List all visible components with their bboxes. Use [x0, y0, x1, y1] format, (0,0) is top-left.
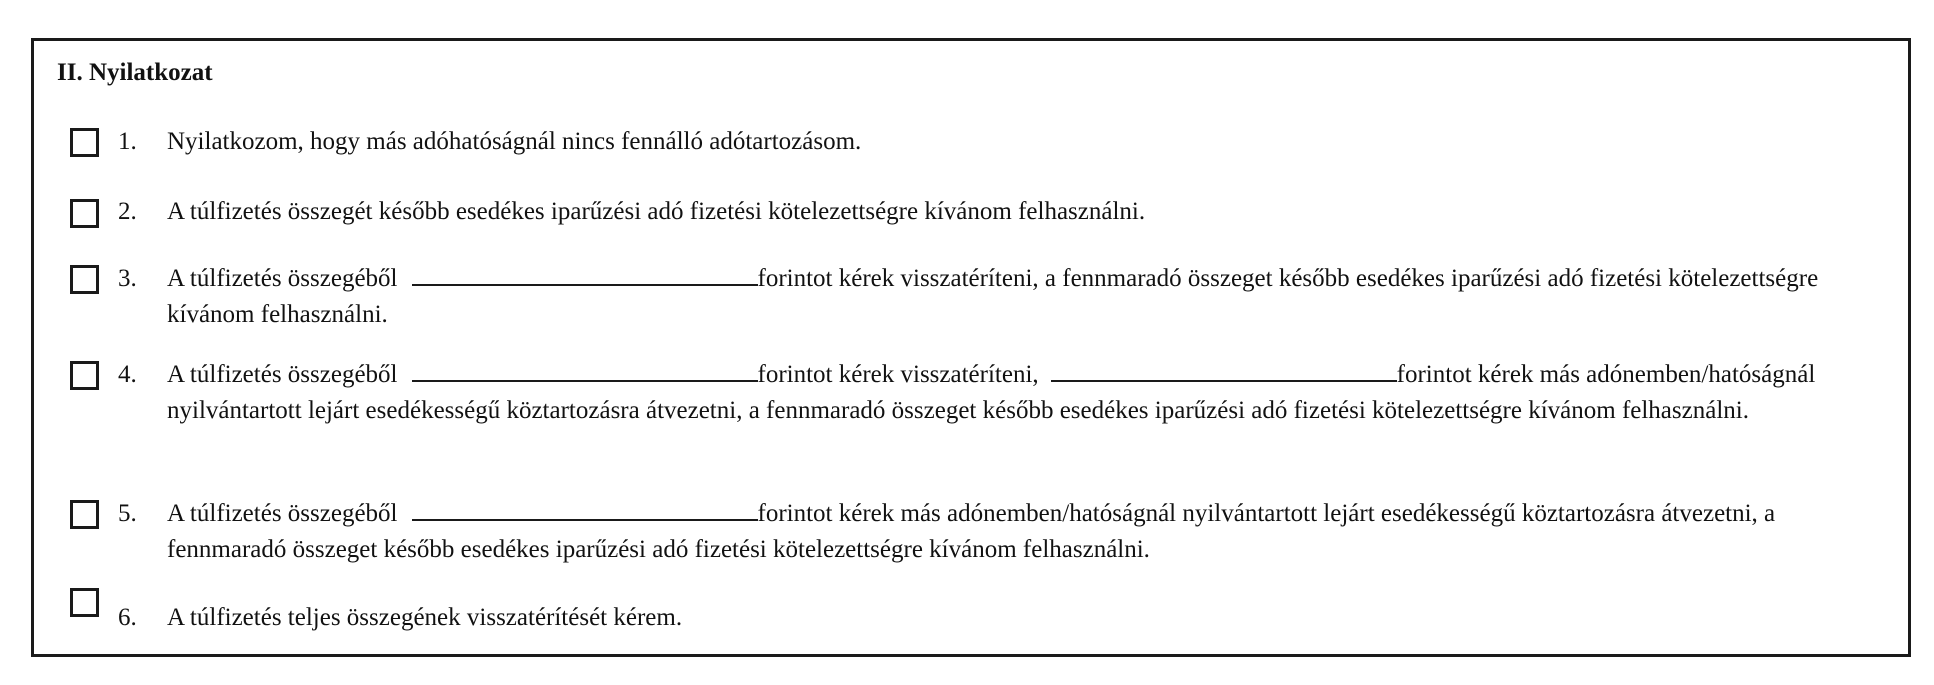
item-text: A túlfizetés összegét később esedékes iparűzési adó fizetési kötelezettségre kívánom felhasználni.: [167, 198, 1146, 225]
item-text-part: A túlfizetés összegéből: [167, 500, 398, 527]
checkbox-item-6[interactable]: [70, 588, 99, 617]
checkbox-item-5[interactable]: [70, 500, 99, 529]
item-text-part: forintot kérek más adónemben/hatóságnál nyilvántartott lejárt esedékességű köztartozásra átvezetni, a fennmaradó összeget később esedékes iparűzési adó fizetési kötelezettségre kívánom felhasználni.: [167, 361, 1816, 424]
item-text-part: A túlfizetés összegéből: [167, 361, 398, 388]
amount-blank[interactable]: [412, 358, 758, 382]
item-number: 2.: [118, 198, 137, 225]
checkbox-item-1[interactable]: [70, 128, 99, 157]
item-number: 4.: [118, 361, 137, 388]
item-number: 6.: [118, 604, 137, 631]
amount-blank[interactable]: [412, 262, 758, 286]
item-number: 1.: [118, 128, 137, 155]
section-title: II. Nyilatkozat: [57, 59, 213, 86]
item-text: [167, 261, 1887, 333]
item-text-part: forintot kérek visszatéríteni,: [757, 361, 1039, 388]
checkbox-item-3[interactable]: [70, 265, 99, 294]
item-text: A túlfizetés teljes összegének visszatérítését kérem.: [167, 604, 683, 631]
item-text-part: forintot kérek más adónemben/hatóságnál nyilvántartott lejárt esedékességű köztartozásra átvezetni, a fennmaradó összeget később esedékes iparűzési adó fizetési kötelezettségre kívánom felhasználni.: [167, 500, 1776, 563]
item-number: 5.: [118, 500, 137, 527]
checkbox-item-4[interactable]: [70, 361, 99, 390]
checkbox-item-2[interactable]: [70, 199, 99, 228]
item-text: [167, 357, 1887, 429]
item-text-part: A túlfizetés összegéből: [167, 265, 398, 292]
item-text: [167, 496, 1887, 568]
amount-blank[interactable]: [1051, 358, 1397, 382]
amount-blank[interactable]: [412, 497, 758, 521]
item-number: 3.: [118, 265, 137, 292]
item-text: Nyilatkozom, hogy más adóhatóságnál nincs fennálló adótartozásom.: [167, 128, 862, 155]
item-text-part: forintot kérek visszatéríteni, a fennmaradó összeget később esedékes iparűzési adó fizetési kötelezettségre kívánom felhasználni.: [167, 265, 1819, 328]
